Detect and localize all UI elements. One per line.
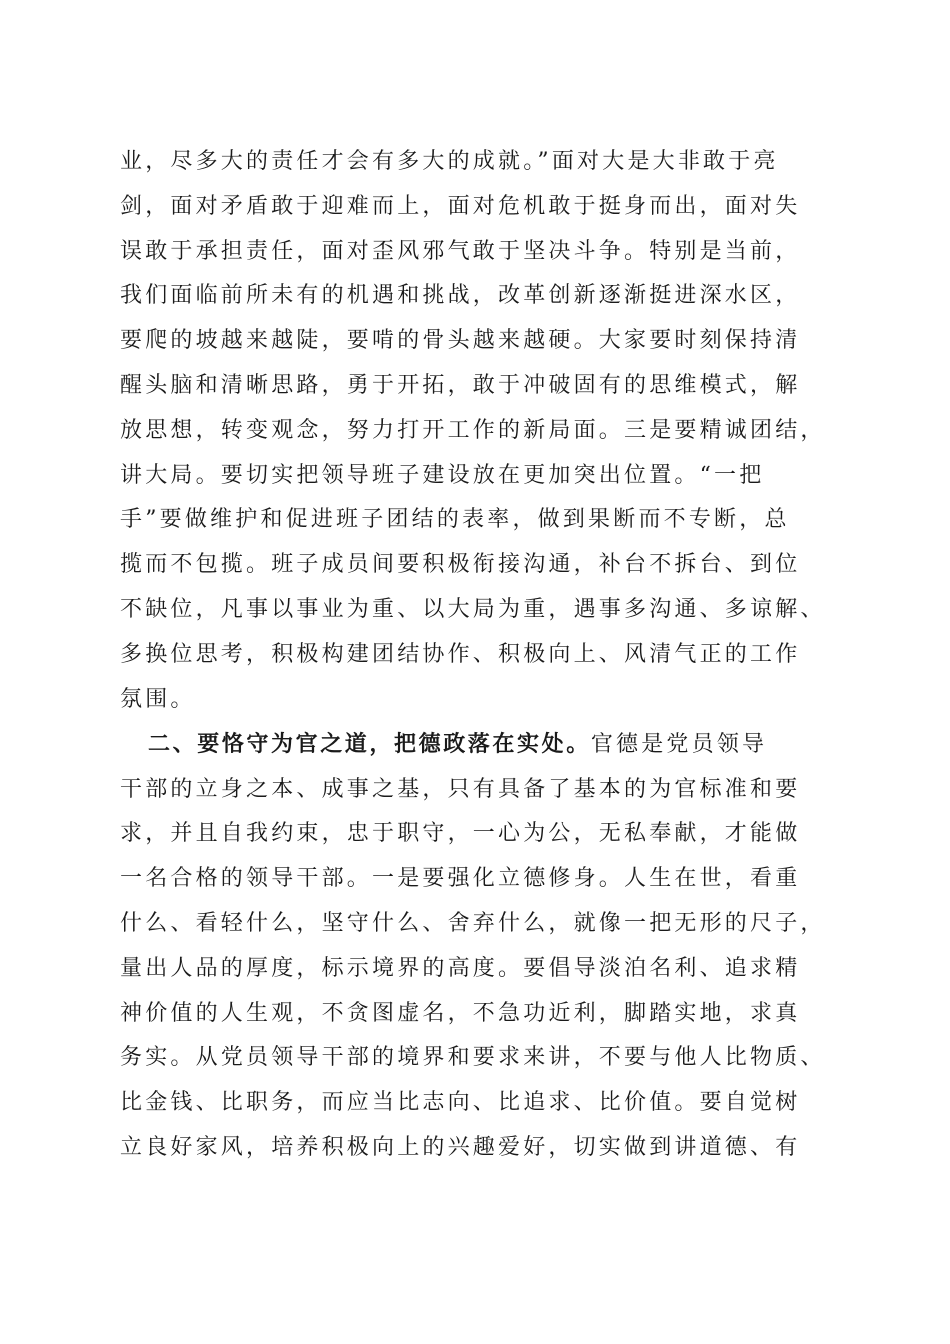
text-line: 神价值的人生观，不贪图虚名，不急功近利，脚踏实地，求真 — [120, 1001, 801, 1026]
text-line: 我们面临前所未有的机遇和挑战，改革创新逐渐挺进深水区， — [120, 283, 801, 308]
text-line: 不缺位，凡事以事业为重、以大局为重，遇事多沟通、多谅解、 — [120, 597, 826, 622]
text-line: 氛围。 — [120, 687, 196, 712]
text-line: 多换位思考，积极构建团结协作、积极向上、风清气正的工作 — [120, 642, 801, 667]
text-line: 手”要做维护和促进班子团结的表率，做到果断而不专断，总 — [120, 507, 790, 532]
text-line: 放思想，转变观念，努力打开工作的新局面。三是要精诚团结， — [120, 418, 826, 443]
text-line: 立良好家风，培养积极向上的兴趣爱好，切实做到讲道德、有 — [120, 1135, 801, 1160]
text-line: 要爬的坡越来越陡，要啃的骨头越来越硬。大家要时刻保持清 — [120, 328, 801, 353]
section-heading-line — [148, 730, 767, 760]
text-line: 什么、看轻什么，坚守什么、舍弃什么，就像一把无形的尺子， — [120, 911, 826, 936]
text-line: 揽而不包揽。班子成员间要积极衔接沟通，补台不拆台、到位 — [120, 552, 801, 577]
text-line: 讲大局。要切实把领导班子建设放在更加突出位置。“一把 — [120, 463, 765, 488]
text-line: 业，尽多大的责任才会有多大的成就。”面对大是大非敢于亮 — [120, 149, 779, 174]
text-line: 求，并且自我约束，忠于职守，一心为公，无私奉献，才能做 — [120, 821, 801, 846]
text-span: 官德是党员领导 — [590, 732, 768, 757]
text-line: 一名合格的领导干部。一是要强化立德修身。人生在世，看重 — [120, 866, 801, 891]
text-line: 误敢于承担责任，面对歪风邪气敢于坚决斗争。特别是当前， — [120, 239, 801, 264]
text-line: 干部的立身之本、成事之基，只有具备了基本的为官标准和要 — [120, 777, 801, 802]
text-line: 剑，面对矛盾敢于迎难而上，面对危机敢于挺身而出，面对失 — [120, 194, 801, 219]
text-line: 量出人品的厚度，标示境界的高度。要倡导淡泊名利、追求精 — [120, 956, 801, 981]
text-line: 比金钱、比职务，而应当比志向、比追求、比价值。要自觉树 — [120, 1090, 801, 1115]
text-line: 醒头脑和清晰思路，勇于开拓，敢于冲破固有的思维模式，解 — [120, 373, 801, 398]
text-line: 务实。从党员领导干部的境界和要求来讲，不要与他人比物质、 — [120, 1045, 826, 1070]
section-heading: 二、要恪守为官之道，把德政落在实处。 — [148, 732, 591, 757]
